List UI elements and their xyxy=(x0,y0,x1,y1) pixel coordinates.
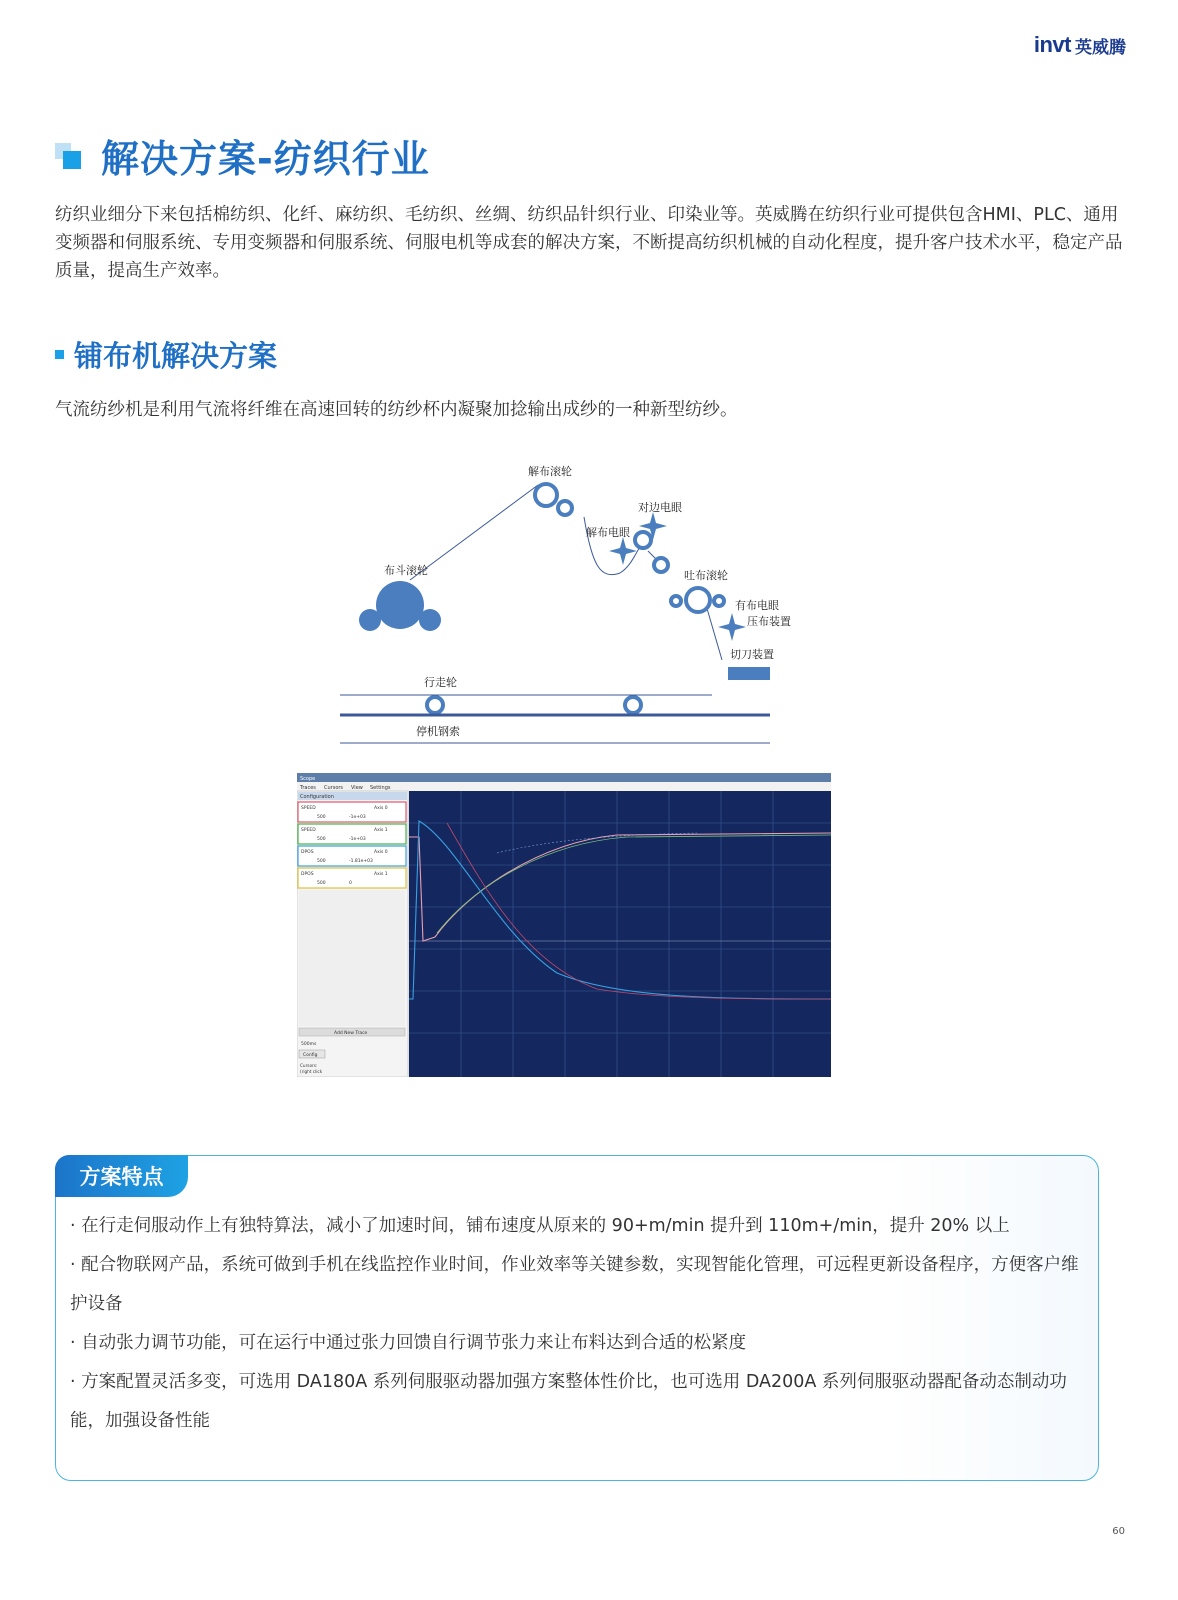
scope-trace-3[interactable] xyxy=(298,846,406,866)
add-trace-label: Add New Trace xyxy=(334,1031,368,1036)
scope-trace-1[interactable] xyxy=(298,802,406,822)
title-square-icon xyxy=(55,143,81,169)
scope-trace-2[interactable] xyxy=(298,824,406,844)
scope-menu-view[interactable]: View xyxy=(351,785,363,791)
hopper-roller-main xyxy=(376,581,424,629)
trace-2-axis: Axis 1 xyxy=(374,828,388,833)
scope-menu-cursors[interactable]: Cursors xyxy=(324,785,344,791)
trace-4-val1: 500 xyxy=(317,881,326,886)
hopper-roller-right xyxy=(419,609,441,631)
trace-3-name: DPOS xyxy=(301,850,314,855)
scope-trace-4[interactable] xyxy=(298,868,406,888)
trace-3-val1: 500 xyxy=(317,859,326,864)
features-list xyxy=(70,1207,1095,1441)
label-unwind-roller: 解布滚轮 xyxy=(528,465,572,478)
label-feed-roller: 吐布滚轮 xyxy=(684,569,728,582)
guide-roller xyxy=(654,558,668,572)
label-stop-cable: 停机钢索 xyxy=(416,725,460,738)
trace-2-name: SPEED xyxy=(301,828,316,833)
timebase-value: 500ms xyxy=(301,1042,317,1047)
unwind-roller-small xyxy=(558,501,572,515)
invt-logo xyxy=(1034,32,1126,58)
trace-3-axis: Axis 0 xyxy=(374,850,388,855)
page-number: 60 xyxy=(1112,1526,1125,1537)
label-walk-wheel: 行走轮 xyxy=(424,676,457,689)
scope-config-label: Configuration xyxy=(300,794,334,800)
trace-1-val2: -1e+03 xyxy=(349,815,366,820)
features-panel xyxy=(55,1155,1099,1481)
logo-chinese-name: 英威腾 xyxy=(1075,37,1126,58)
page-title-block xyxy=(55,128,430,183)
cloth-eye-star-icon xyxy=(718,613,746,641)
oscilloscope-screenshot xyxy=(297,773,831,1077)
feature-item-2: · 配合物联网产品，系统可做到手机在线监控作业时间，作业效率等关键参数，实现智能化管理，可远程更新设备程序，方便客户维护设备 xyxy=(70,1255,1079,1314)
label-cloth-eye: 有布电眼 xyxy=(735,599,779,612)
features-tag: 方案特点 xyxy=(55,1155,188,1197)
logo-mark: invt xyxy=(1033,32,1071,57)
label-hopper-roller: 布斗滚轮 xyxy=(384,564,428,577)
fabric-path-line xyxy=(410,485,538,580)
feature-item-4: · 方案配置灵活多变，可选用 DA180A 系列伺服驱动器加强方案整体性价比，也可选用 DA200A 系列伺服驱动器配备动态制动功能，加强设备性能 xyxy=(70,1372,1067,1431)
unwind-roller-large xyxy=(535,484,557,506)
trace-4-name: DPOS xyxy=(301,872,314,877)
trace-1-val1: 500 xyxy=(317,815,326,820)
trace-1-axis: Axis 0 xyxy=(374,806,388,811)
trace-1-name: SPEED xyxy=(301,806,316,811)
section-bullet-icon xyxy=(55,350,64,359)
trace-2-val1: 500 xyxy=(317,837,326,842)
feed-roller-left xyxy=(671,596,681,606)
walk-wheel-left xyxy=(427,697,443,713)
fabric-path-line-3 xyxy=(706,605,722,660)
scope-menu-settings[interactable]: Settings xyxy=(370,785,391,791)
page-title: 解决方案-纺织行业 xyxy=(101,137,430,181)
label-cutter: 切刀装置 xyxy=(730,648,774,661)
section-heading xyxy=(55,334,277,375)
feed-roller-main xyxy=(686,588,710,612)
label-edge-eye: 对边电眼 xyxy=(638,501,682,514)
cutter-device xyxy=(728,667,770,680)
scope-menu-traces[interactable]: Traces xyxy=(300,785,316,791)
intro-paragraph: 纺织业细分下来包括棉纺织、化纤、麻纺织、毛纺织、丝绸、纺织品针织行业、印染业等。英威腾在纺织行业可提供包含HMI、PLC、通用变频器和伺服系统、专用变频器和伺服系统、伺服电机等成套的解决方案，不断提高纺织机械的自动化程度，提升客户技术水平，稳定产品质量，提高生产效率。 xyxy=(55,205,1123,281)
hopper-roller-left xyxy=(359,609,381,631)
cursors-label: Cursors: xyxy=(300,1063,318,1068)
trace-3-val2: -1.81e+03 xyxy=(349,859,373,864)
right-click-label: (right click xyxy=(300,1069,323,1074)
spreading-machine-diagram xyxy=(330,455,810,755)
trace-4-axis: Axis 1 xyxy=(374,872,388,877)
trace-2-val2: -1e+03 xyxy=(349,837,366,842)
label-unwind-eye: 解布电眼 xyxy=(586,526,630,539)
feature-item-1: · 在行走伺服动作上有独特算法，减小了加速时间，铺布速度从原来的 90+m/min 提升到 110m+/min，提升 20% 以上 xyxy=(70,1216,1010,1236)
section-title: 铺布机解决方案 xyxy=(74,339,278,373)
trace-4-val2: 0 xyxy=(349,881,352,886)
section-description: 气流纺纱机是利用气流将纤维在高速回转的纺纱杯内凝聚加捻输出成纱的一种新型纺纱。 xyxy=(55,400,738,420)
edge-roller xyxy=(635,532,651,548)
config-button-label: Config xyxy=(303,1053,318,1058)
label-press-device: 压布装置 xyxy=(747,615,791,628)
unwind-eye-star-icon xyxy=(609,537,637,565)
feed-roller-right xyxy=(714,596,724,606)
walk-wheel-right xyxy=(625,697,641,713)
scope-title: Scope xyxy=(300,776,316,782)
scope-titlebar xyxy=(297,773,831,782)
feature-item-3: · 自动张力调节功能，可在运行中通过张力回馈自行调节张力来让布料达到合适的松紧度 xyxy=(70,1333,747,1353)
